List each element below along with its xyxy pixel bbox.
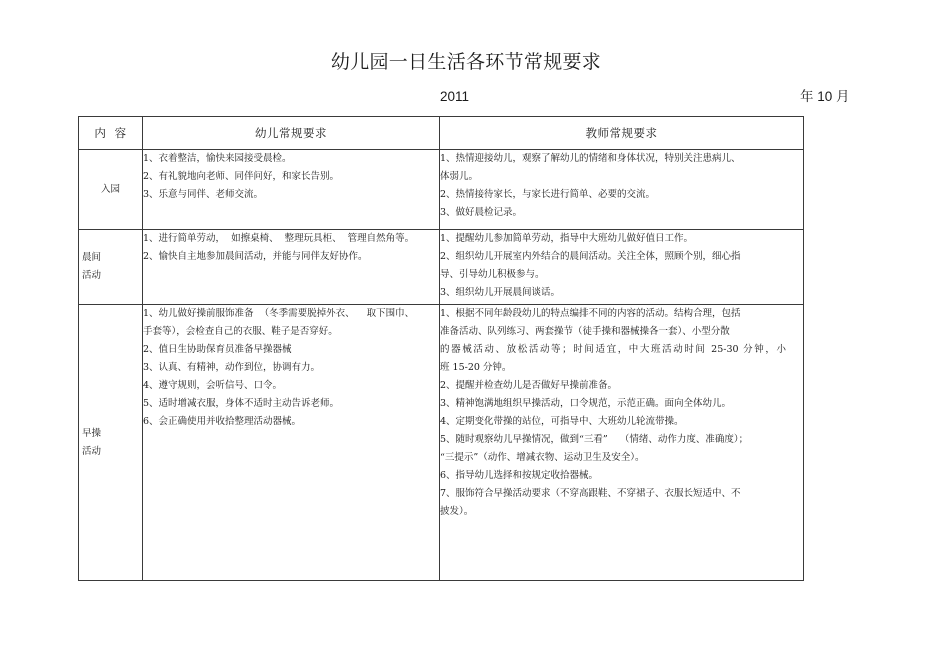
teacher-requirement-line: 准备活动、队列练习、两套操节（徒手操和器械操各一套）、小型分散 [440, 326, 730, 337]
header-child-requirements: 幼儿常规要求 [143, 117, 440, 150]
child-requirement-line: 3、认真、有精神，动作到位，协调有力。 [143, 362, 321, 373]
child-requirement-line: 1、幼儿做好操前服饰准备 （冬季需要脱掉外衣、 取下围巾、 [143, 308, 415, 319]
teacher-requirement-line: “三提示”（动作、增减衣物、运动卫生及安全）。 [440, 452, 645, 463]
table-row [79, 305, 804, 581]
teacher-requirements-cell [440, 230, 804, 305]
child-requirements-cell [143, 305, 440, 581]
child-requirement-line: 6、会正确使用并收拾整理活动器械。 [143, 416, 302, 427]
teacher-requirement-line: 1、根据不同年龄段幼儿的特点编排不同的内容的活动。结构合理，包括 [440, 308, 741, 319]
teacher-requirement-line: 3、组织幼儿开展晨间谈话。 [440, 287, 561, 298]
child-requirements-cell [143, 150, 440, 230]
teacher-requirement-line: 的器械活动、放松活动等；时间适宜，中大班活动时间 25-30 分钟，小 [440, 344, 786, 355]
child-requirement-line: 手套等），会检查自己的衣服、鞋子是否穿好。 [143, 326, 338, 337]
date-month: 年 10 月 [800, 89, 850, 104]
row-label-line: 晨间 [82, 252, 102, 263]
child-requirement-line: 2、值日生协助保育员准备早操器械 [143, 344, 292, 355]
teacher-requirement-line: 5、随时观察幼儿早操情况，做到“三看” （情绪、动作力度、准确度）； [440, 434, 749, 445]
teacher-requirement-line: 3、做好晨检记录。 [440, 207, 523, 218]
row-label-line: 早操 [82, 427, 102, 439]
child-requirement-line: 2、有礼貌地向老师、同伴问好，和家长告别。 [143, 171, 340, 182]
row-label [79, 230, 143, 305]
child-requirement-line: 3、乐意与同伴、老师交流。 [143, 189, 264, 200]
row-label [79, 305, 143, 581]
teacher-requirements-cell [440, 150, 804, 230]
page-title: 幼儿园一日生活各环节常规要求 [330, 51, 602, 73]
row-label-line: 入园 [100, 183, 120, 195]
teacher-requirement-line: 7、服饰符合早操活动要求（不穿高跟鞋、不穿裙子、衣服长短适中、不 [440, 488, 741, 499]
teacher-requirement-line: 体弱儿。 [440, 171, 479, 182]
teacher-requirement-line: 导、引导幼儿积极参与。 [440, 269, 545, 280]
row-label-line: 活动 [82, 270, 102, 281]
header-content-label: 内 容 [94, 126, 127, 140]
teacher-requirement-line: 4、定期变化带操的站位，可指导中、大班幼儿轮流带操。 [440, 416, 684, 427]
child-requirement-line: 5、适时增减衣服，身体不适时主动告诉老师。 [143, 398, 340, 409]
child-requirements-cell [143, 230, 440, 305]
teacher-requirement-line: 1、热情迎接幼儿，观察了解幼儿的情绪和身体状况，特别关注患病儿、 [440, 153, 741, 164]
row-label [79, 150, 143, 230]
date-year: 2011 [440, 89, 470, 104]
table-row [79, 150, 804, 230]
header-teacher-requirements: 教师常规要求 [440, 117, 804, 150]
child-requirement-line: 1、进行简单劳动， 如擦桌椅、 整理玩具柜、 管理自然角等。 [143, 233, 415, 244]
child-requirement-line: 1、衣着整洁，愉快来园接受晨检。 [143, 153, 292, 164]
teacher-requirement-line: 3、精神饱满地组织早操活动，口令规范，示范正确。面向全体幼儿。 [440, 398, 732, 409]
teacher-requirement-line: 班 15-20 分钟。 [440, 362, 512, 373]
teacher-requirement-line: 6、指导幼儿选择和按规定收拾器械。 [440, 470, 599, 481]
table-row [79, 230, 804, 305]
teacher-requirements-cell [440, 305, 804, 581]
teacher-requirement-line: 披发）。 [440, 506, 474, 517]
child-requirement-line: 2、愉快自主地参加晨间活动，并能与同伴友好协作。 [143, 251, 368, 262]
teacher-requirement-line: 2、提醒并检查幼儿是否做好早操前准备。 [440, 380, 618, 391]
child-requirement-line: 4、遵守规则，会听信号、口令。 [143, 380, 283, 391]
requirements-table [78, 116, 804, 581]
header-content [79, 117, 143, 150]
teacher-requirement-line: 2、组织幼儿开展室内外结合的晨间活动。关注全体，照顾个别，细心指 [440, 251, 741, 262]
row-label-line: 活动 [82, 445, 102, 457]
teacher-requirement-line: 2、热情接待家长，与家长进行简单、必要的交流。 [440, 189, 656, 200]
teacher-requirement-line: 1、提醒幼儿参加简单劳动，指导中大班幼儿做好值日工作。 [440, 233, 694, 244]
table-header-row [79, 117, 804, 150]
